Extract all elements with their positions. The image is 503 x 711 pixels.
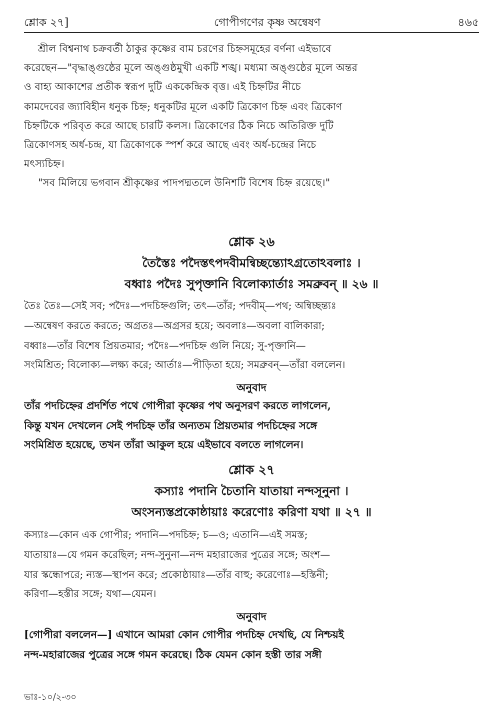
verse-heading: শ্লোক ২৭ xyxy=(228,462,275,477)
translation-line: কিন্তু যখন দেখলেন সেই পদচিহ্ন তাঁর অন্যতম প্রিয়তমার পদচিহ্নের সঙ্গে xyxy=(24,419,317,432)
text-line: কামদেবের জ্যাবিহীন ধনুক চিহ্ন; ধনুকটির মূলে একটি ত্রিকোণ চিহ্ন এবং ত্রিকোণ xyxy=(24,101,343,113)
synonym-line: তৈঃ তৈঃ—সেই সব; পদৈঃ—পদচিহ্নগুলি; তৎ—তাঁর; পদবীম্—পথ; অন্বিচ্ছন্ত্যঃ xyxy=(24,301,337,312)
running-header xyxy=(24,10,479,33)
purport-paragraph xyxy=(24,40,479,194)
translation-block xyxy=(24,397,479,456)
verse-line: তৈস্তৈঃ পদৈস্তৎপদবীমন্বিচ্ছন্ত্যোঽগ্রতোঽবলাঃ । xyxy=(142,256,361,270)
text-line: চিহ্নটিকে পরিবৃত করে আছে চারটি কলস। ত্রিকোণের ঠিক নিচে অতিরিক্ত দুটি xyxy=(24,120,334,132)
translation-line: [গোপীরা বললেন—] এখানে আমরা কোন গোপীর পদচিহ্ন দেখছি, যে নিশ্চয়ই xyxy=(24,629,344,641)
text-line: "সব মিলিয়ে ভগবান শ্রীকৃষ্ণের পাদপদ্মতলে উনিশটি বিশেষ চিহ্ন রয়েছে।" xyxy=(38,178,331,190)
header-verse-ref: শ্লোক ২৭] xyxy=(24,16,69,29)
translation-line: সংমিশ্রিত হয়েছে, তখন তাঁরা আকুল হয়ে এইভাবে বলতে লাগলেন। xyxy=(24,439,304,451)
verse-line: অংসন্যস্তপ্রকোষ্ঠায়াঃ করেণোঃ করিণা যথা ॥ ২৭ ॥ xyxy=(131,505,372,519)
translation-line: তাঁর পদচিহ্নের প্রদর্শিত পথে গোপীরা কৃষ্ণের পথ অনুসরণ করতে লাগলেন, xyxy=(24,400,331,412)
translation-line: নন্দ-মহারাজের পুত্রের সঙ্গে গমন করেছে। ঠিক যেমন কোন হস্তী তার সঙ্গী xyxy=(24,648,322,661)
translation-label: অনুবাদ xyxy=(236,382,267,394)
text-line: ও বাহ্য আকাশের প্রতীক স্বরূপ দুটি এককেন্দ্রিক বৃত্ত। এই চিহ্নটির নীচে xyxy=(24,82,301,94)
translation-block xyxy=(24,626,479,665)
verse-heading: শ্লোক ২৬ xyxy=(228,234,275,249)
synonyms-block xyxy=(24,526,479,605)
page-footer: ভাঃ-১০/২-৩০ xyxy=(24,693,77,703)
synonym-line: সংমিশ্রিত; বিলোক্য—লক্ষ্য করে; আর্তাঃ—পীড়িতা হয়ে; সমব্রুবন্—তাঁরা বললেন। xyxy=(24,360,346,372)
verse-line: কস্যাঃ পদানি চৈতানি যাতায়া নন্দসূনুনা । xyxy=(154,484,349,498)
page-number: ৪৬৫ xyxy=(457,16,479,29)
synonym-line: কস্যাঃ—কোন এক গোপীর; পদানি—পদচিহ্ন; চ—ও; এতানি—এই সমস্ত; xyxy=(24,530,308,541)
text-line: মৎস্যচিহ্ন। xyxy=(24,159,65,171)
verse-line: বধ্বাঃ পদৈঃ সুপৃক্তানি বিলোক্যার্তাঃ সমব্রুবন্ ॥ ২৬ ॥ xyxy=(124,277,379,291)
synonym-line: বধ্বাঃ—তাঁর বিশেষ প্রিয়তমার; পদৈঃ—পদচিহ্ন গুলি নিয়ে; সু-পৃক্তানি— xyxy=(24,340,306,352)
synonym-line: যার স্কন্ধোপরে; ন্যস্ত—স্থাপন করে; প্রকোষ্ঠায়াঃ—তাঁর বাহু; করেণোঃ—হস্তিনী; xyxy=(24,569,329,581)
synonym-line: করিণা—হস্তীর সঙ্গে; যথা—যেমন। xyxy=(24,589,157,601)
text-line: করেছেন—"বৃদ্ধাঙ্গুষ্ঠের মূলে অঙ্গুষ্ঠমুখী একটি শঙ্খ। মধ্যমা অঙ্গুষ্ঠের মূলে অন্তর xyxy=(24,63,358,75)
synonyms-block xyxy=(24,297,479,376)
text-line: শ্রীল বিশ্বনাথ চক্রবর্তী ঠাকুর কৃষ্ণের বাম চরণের চিহ্নসমূহের বর্ণনা এইভাবে xyxy=(38,44,332,55)
text-line: ত্রিকোণসহ অর্ধ-চন্দ্র, যা ত্রিকোণকে স্পর্শ করে আছে এবং অর্ধ-চন্দ্রের নিচে xyxy=(24,139,317,151)
synonym-line: যাতায়াঃ—যে গমন করেছিল; নন্দ-সুনুনা—নন্দ মহারাজের পুত্রের সঙ্গে; অংশ— xyxy=(24,549,331,561)
synonym-line: —অন্বেষণ করতে করতে; অগ্রতঃ—অগ্রসর হয়ে; অবলাঃ—অবলা বালিকারা; xyxy=(24,320,325,332)
header-chapter-title: গোপীগণের কৃষ্ণ অন্বেষণ xyxy=(214,16,321,29)
translation-label: অনুবাদ xyxy=(236,611,267,623)
